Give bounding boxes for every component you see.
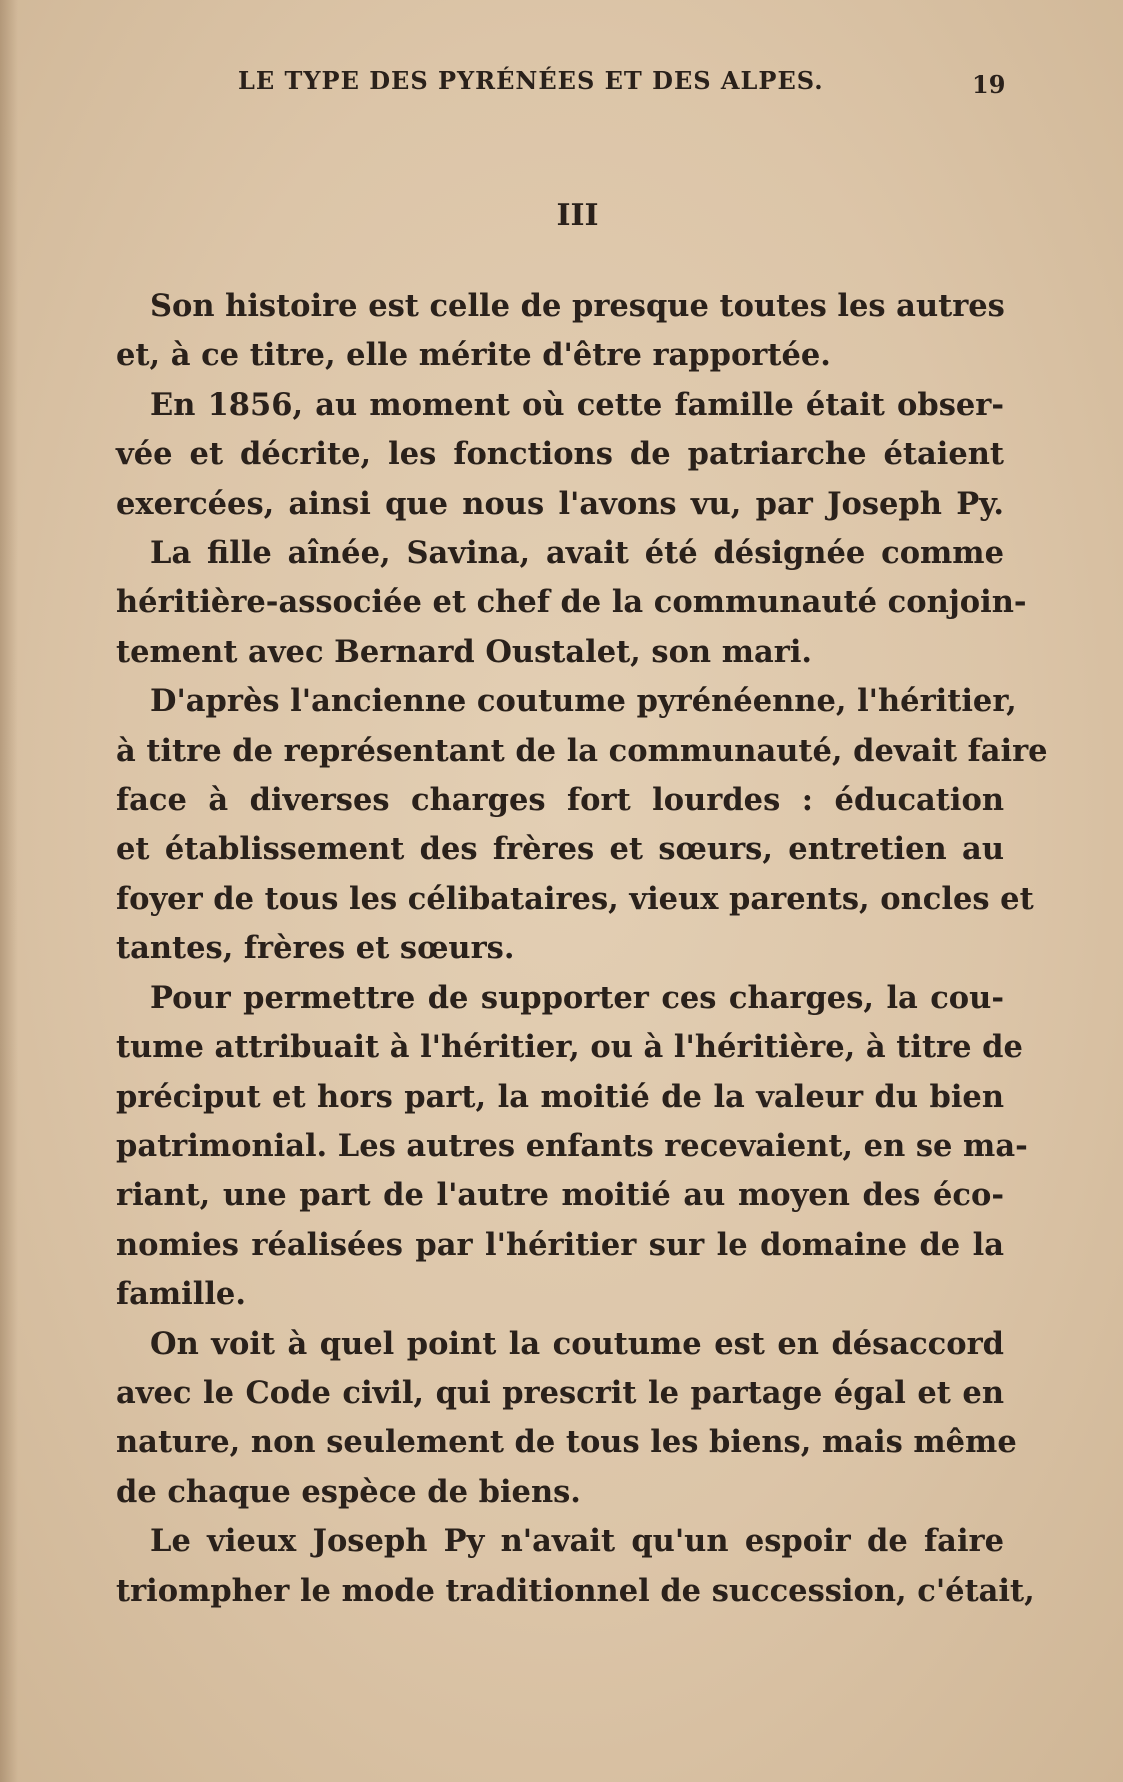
text-line: tantes, frères et sœurs. <box>116 930 515 967</box>
text-line: héritière-associée et chef de la communauté conjoin- <box>116 584 1027 621</box>
text-line: riant, une part de l'autre moitié au moyen des éco- <box>116 1177 1004 1214</box>
paragraph-7 <box>116 1517 1035 1616</box>
text-line: patrimonial. Les autres enfants recevaient, en se ma- <box>116 1127 1028 1164</box>
text-line: triompher le mode traditionnel de succession, c'était, <box>116 1572 1035 1609</box>
text-line: nomies réalisées par l'héritier sur le domaine de la <box>116 1226 1004 1263</box>
body-text <box>116 282 1048 1616</box>
running-head: LE TYPE DES PYRÉNÉES ET DES ALPES. <box>238 66 824 95</box>
text-line: exercées, ainsi que nous l'avons vu, par Joseph Py. <box>116 485 1004 522</box>
text-line: Son histoire est celle de presque toutes les autres <box>150 288 1005 324</box>
paragraph-4 <box>116 677 1048 973</box>
text-line: On voit à quel point la coutume est en désaccord <box>150 1325 1004 1362</box>
text-line: D'après l'ancienne coutume pyrénéenne, l'héritier, <box>150 683 1017 720</box>
text-line: préciput et hors part, la moitié de la valeur du bien <box>116 1078 1004 1115</box>
paragraph-3 <box>116 529 1027 677</box>
paragraph-1 <box>116 282 1004 381</box>
text-line: à titre de représentant de la communauté, devait faire <box>116 732 1048 769</box>
text-line: et établissement des frères et sœurs, entretien au <box>116 831 1004 868</box>
text-line: Pour permettre de supporter ces charges, la cou- <box>150 979 1004 1016</box>
page-number: 19 <box>972 70 1006 99</box>
text-line: tume attribuait à l'héritier, ou à l'héritière, à titre de <box>116 1029 1023 1066</box>
text-line: famille. <box>116 1276 246 1313</box>
text-line: tement avec Bernard Oustalet, son mari. <box>116 633 813 670</box>
text-line: Le vieux Joseph Py n'avait qu'un espoir de faire <box>150 1523 1004 1560</box>
text-line: nature, non seulement de tous les biens, mais même <box>116 1424 1017 1461</box>
text-line: vée et décrite, les fonctions de patriarche étaient <box>116 436 1004 473</box>
text-line: En 1856, au moment où cette famille était obser- <box>150 386 1004 423</box>
text-line: de chaque espèce de biens. <box>116 1473 581 1510</box>
text-line: La fille aînée, Savina, avait été désignée comme <box>150 535 1004 572</box>
paragraph-6 <box>116 1320 1017 1518</box>
paragraph-2 <box>116 381 1004 529</box>
section-number: III <box>556 198 599 233</box>
text-line: et, à ce titre, elle mérite d'être rapportée. <box>116 337 831 374</box>
text-line: avec le Code civil, qui prescrit le partage égal et en <box>116 1374 1004 1411</box>
text-line: face à diverses charges fort lourdes : éducation <box>116 782 1004 819</box>
paragraph-5 <box>116 974 1028 1320</box>
text-line: foyer de tous les célibataires, vieux parents, oncles et <box>116 880 1034 917</box>
